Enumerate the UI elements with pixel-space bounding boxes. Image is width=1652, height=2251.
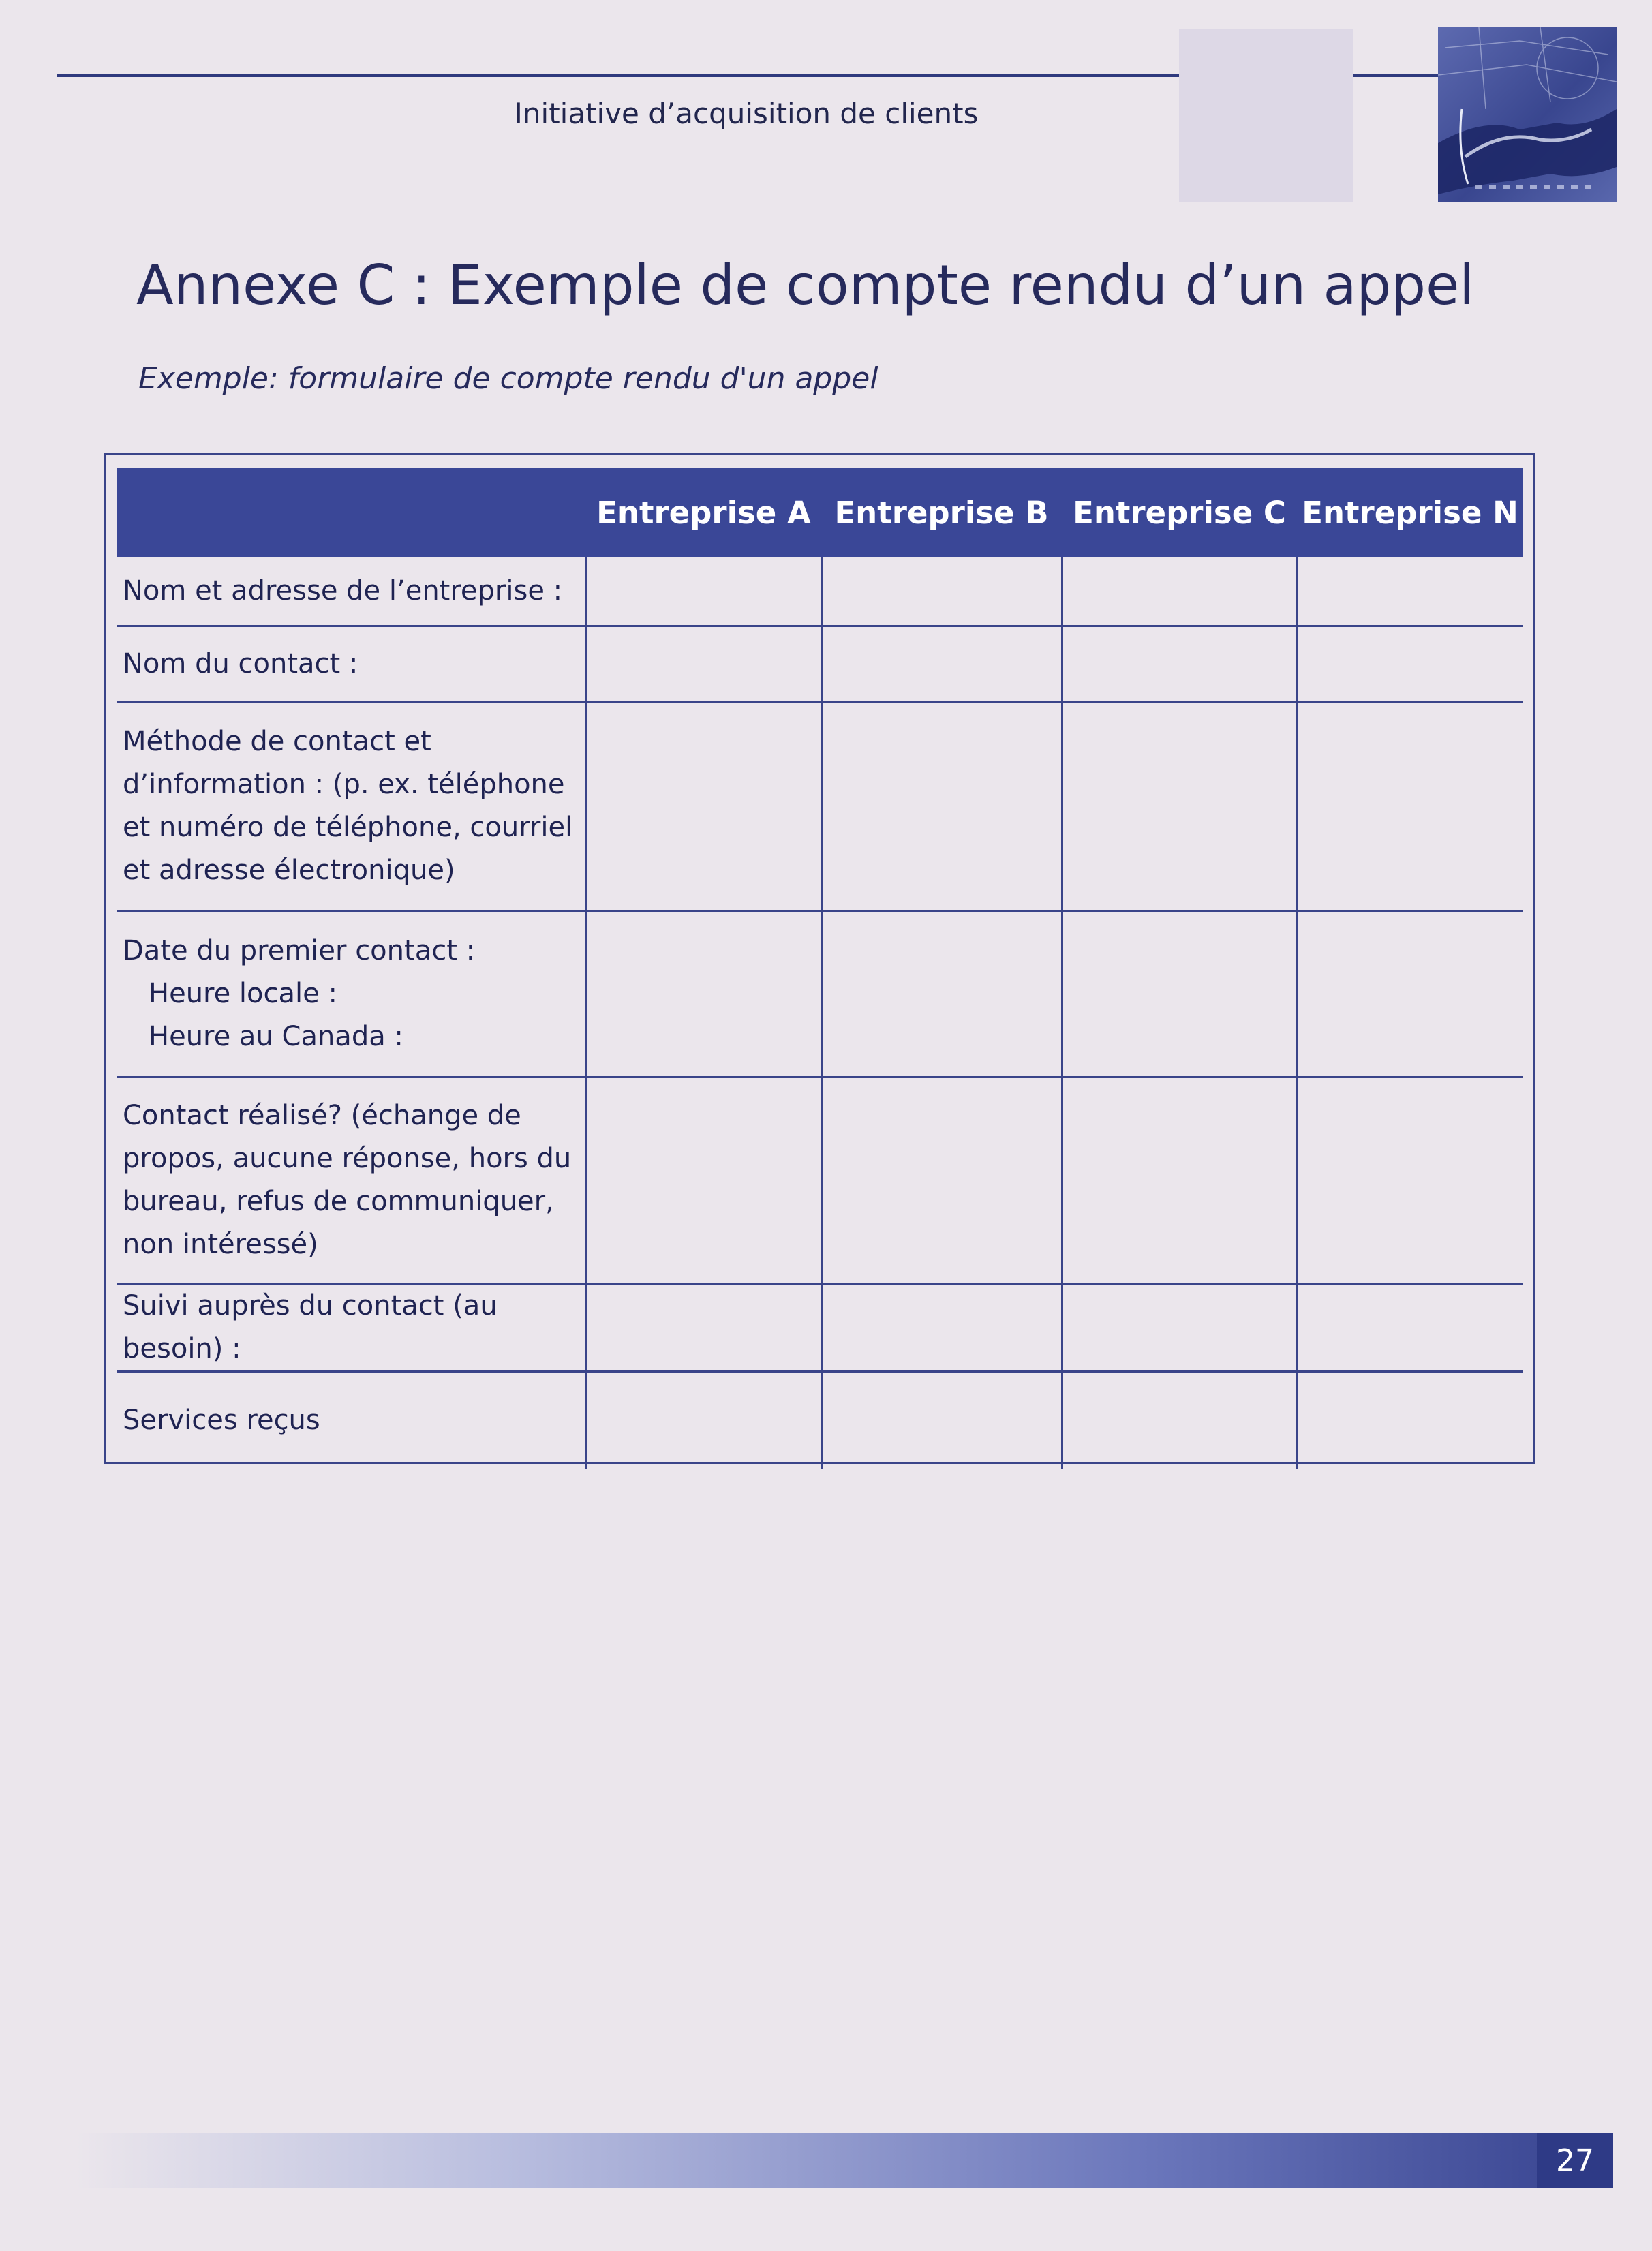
entry-cell-entreprise-b[interactable] — [821, 1371, 1062, 1469]
row-label-line: propos, aucune réponse, hors du — [123, 1142, 572, 1174]
entry-cell-entreprise-b[interactable] — [821, 557, 1062, 626]
form-row-follow-up — [117, 1283, 1523, 1371]
entry-cell-entreprise-a[interactable] — [586, 702, 821, 910]
entry-cell-entreprise-n[interactable] — [1297, 626, 1523, 702]
faded-show-through-tile — [1179, 29, 1353, 202]
handshake-icon — [1438, 27, 1617, 202]
entry-cell-entreprise-n[interactable] — [1297, 1077, 1523, 1283]
row-label-line: non intéressé) — [123, 1228, 318, 1260]
row-label-line: Heure locale : — [149, 977, 337, 1009]
column-header-entreprise-b: Entreprise B — [821, 468, 1062, 557]
entry-cell-entreprise-a[interactable] — [586, 1077, 821, 1283]
row-label-line: Services reçus — [123, 1405, 320, 1437]
entry-cell-entreprise-c[interactable] — [1062, 702, 1297, 910]
entry-cell-entreprise-b[interactable] — [821, 1283, 1062, 1371]
row-label — [117, 1077, 586, 1283]
row-label-line: Date du premier contact : — [123, 934, 476, 966]
column-header-entreprise-c: Entreprise C — [1062, 468, 1297, 557]
entry-cell-entreprise-n[interactable] — [1297, 1371, 1523, 1469]
row-label — [117, 1283, 586, 1371]
entry-cell-entreprise-c[interactable] — [1062, 1371, 1297, 1469]
form-row-company-name-address — [117, 557, 1523, 626]
running-title: Initiative d’acquisition de clients — [514, 97, 979, 130]
column-header-entreprise-a: Entreprise A — [586, 468, 821, 557]
column-header-entreprise-n: Entreprise N — [1297, 468, 1523, 557]
form-row-contact-method — [117, 702, 1523, 910]
entry-cell-entreprise-n[interactable] — [1297, 1283, 1523, 1371]
form-row-contact-name — [117, 626, 1523, 702]
form-header-row — [117, 468, 1523, 557]
form-header-blank — [117, 468, 586, 557]
form-row-contact-outcome — [117, 1077, 1523, 1283]
row-label-line: bureau, refus de communiquer, — [123, 1185, 554, 1217]
entry-cell-entreprise-b[interactable] — [821, 626, 1062, 702]
row-label — [117, 702, 586, 910]
call-report-form — [117, 468, 1523, 1469]
entry-cell-entreprise-c[interactable] — [1062, 910, 1297, 1077]
row-label — [117, 557, 586, 626]
entry-cell-entreprise-a[interactable] — [586, 910, 821, 1077]
handshake-image — [1438, 27, 1617, 202]
row-label-line: Nom du contact : — [123, 647, 358, 679]
footer-gradient-band — [75, 2133, 1613, 2188]
entry-cell-entreprise-b[interactable] — [821, 702, 1062, 910]
row-label — [117, 910, 586, 1077]
row-label-line: Contact réalisé? (échange de — [123, 1099, 521, 1131]
entry-cell-entreprise-a[interactable] — [586, 626, 821, 702]
page-number: 27 — [1537, 2133, 1613, 2188]
entry-cell-entreprise-n[interactable] — [1297, 702, 1523, 910]
row-label-line: Méthode de contact et — [123, 726, 431, 757]
row-label-line: Heure au Canada : — [149, 1020, 403, 1052]
row-label-line: et adresse électronique) — [123, 855, 455, 886]
row-label-line: d’information : (p. ex. téléphone — [123, 769, 565, 800]
entry-cell-entreprise-c[interactable] — [1062, 626, 1297, 702]
row-label — [117, 1371, 586, 1469]
entry-cell-entreprise-c[interactable] — [1062, 1077, 1297, 1283]
entry-cell-entreprise-b[interactable] — [821, 1077, 1062, 1283]
row-label-line: Nom et adresse de l’entreprise : — [123, 575, 563, 607]
entry-cell-entreprise-c[interactable] — [1062, 1283, 1297, 1371]
entry-cell-entreprise-b[interactable] — [821, 910, 1062, 1077]
form-row-first-contact-date — [117, 910, 1523, 1077]
entry-cell-entreprise-n[interactable] — [1297, 910, 1523, 1077]
entry-cell-entreprise-c[interactable] — [1062, 557, 1297, 626]
page-subtitle: Exemple: formulaire de compte rendu d'un appel — [138, 361, 878, 396]
form-row-services-received — [117, 1371, 1523, 1469]
entry-cell-entreprise-a[interactable] — [586, 1371, 821, 1469]
entry-cell-entreprise-a[interactable] — [586, 557, 821, 626]
row-label — [117, 626, 586, 702]
entry-cell-entreprise-n[interactable] — [1297, 557, 1523, 626]
row-label-line: et numéro de téléphone, courriel — [123, 812, 573, 843]
row-label-line: Suivi auprès du contact (au besoin) : — [123, 1289, 498, 1364]
page-title: Annexe C : Exemple de compte rendu d’un appel — [136, 254, 1475, 317]
entry-cell-entreprise-a[interactable] — [586, 1283, 821, 1371]
